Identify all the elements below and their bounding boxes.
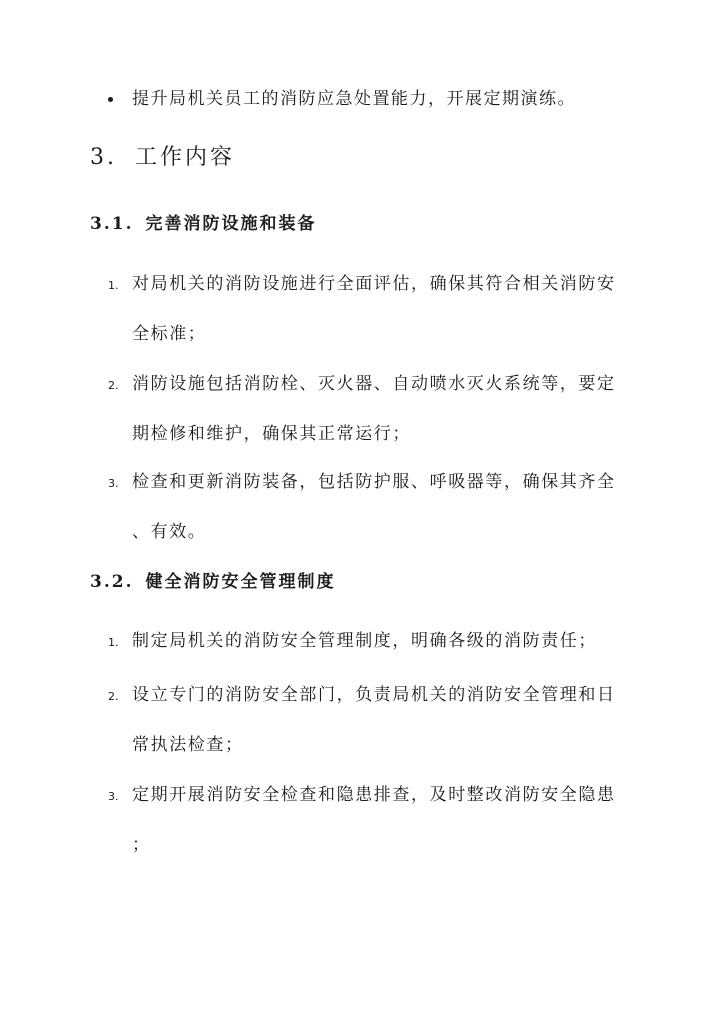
list-item: [108, 770, 628, 870]
list-item: [108, 259, 628, 359]
section-3-1-number: 3.1.: [90, 214, 134, 234]
list-item-line: 消防设施包括消防栓、灭火器、自动喷水灭火系统等，要定: [132, 374, 616, 394]
list-item-line: ；: [132, 835, 151, 855]
section-3-2-title: 健全消防安全管理制度: [145, 572, 336, 592]
list-item-line: 期检修和维护，确保其正常运行；: [132, 424, 411, 444]
list-item: [108, 359, 628, 459]
bullet-dot-icon: [108, 97, 113, 102]
list-item-line: 制定局机关的消防安全管理制度，明确各级的消防责任；: [132, 631, 597, 651]
list-item: [108, 616, 628, 666]
list-item-marker: 2.: [108, 379, 119, 392]
list-item-line: 对局机关的消防设施进行全面评估，确保其符合相关消防安: [132, 274, 616, 294]
list-item: [108, 670, 628, 770]
list-item-line: 常执法检查；: [132, 735, 244, 755]
bullet-text: 提升局机关员工的消防应急处置能力，开展定期演练。: [132, 89, 576, 109]
list-item: [108, 457, 628, 557]
list-item-line: 定期开展消防安全检查和隐患排查，及时整改消防安全隐患: [132, 785, 616, 805]
list-item-marker: 3.: [108, 477, 119, 490]
list-item-line: 设立专门的消防安全部门，负责局机关的消防安全管理和日: [132, 685, 616, 705]
list-item-marker: 2.: [108, 690, 119, 703]
section-3-number: 3.: [90, 145, 117, 170]
section-3-2-heading: [90, 569, 336, 595]
list-item-line: 、有效。: [132, 522, 207, 542]
section-3-1-heading: [90, 211, 317, 237]
list-item-line: 检查和更新消防装备，包括防护服、呼吸器等，确保其齐全: [132, 472, 616, 492]
list-item-marker: 1.: [108, 636, 119, 649]
section-3-heading: [90, 143, 235, 173]
list-item-marker: 1.: [108, 279, 119, 292]
list-item-line: 全标准；: [132, 324, 207, 344]
list-item-marker: 3.: [108, 790, 119, 803]
section-3-title: 工作内容: [135, 145, 236, 170]
section-3-1-title: 完善消防设施和装备: [145, 214, 317, 234]
section-3-2-number: 3.2.: [90, 572, 134, 592]
